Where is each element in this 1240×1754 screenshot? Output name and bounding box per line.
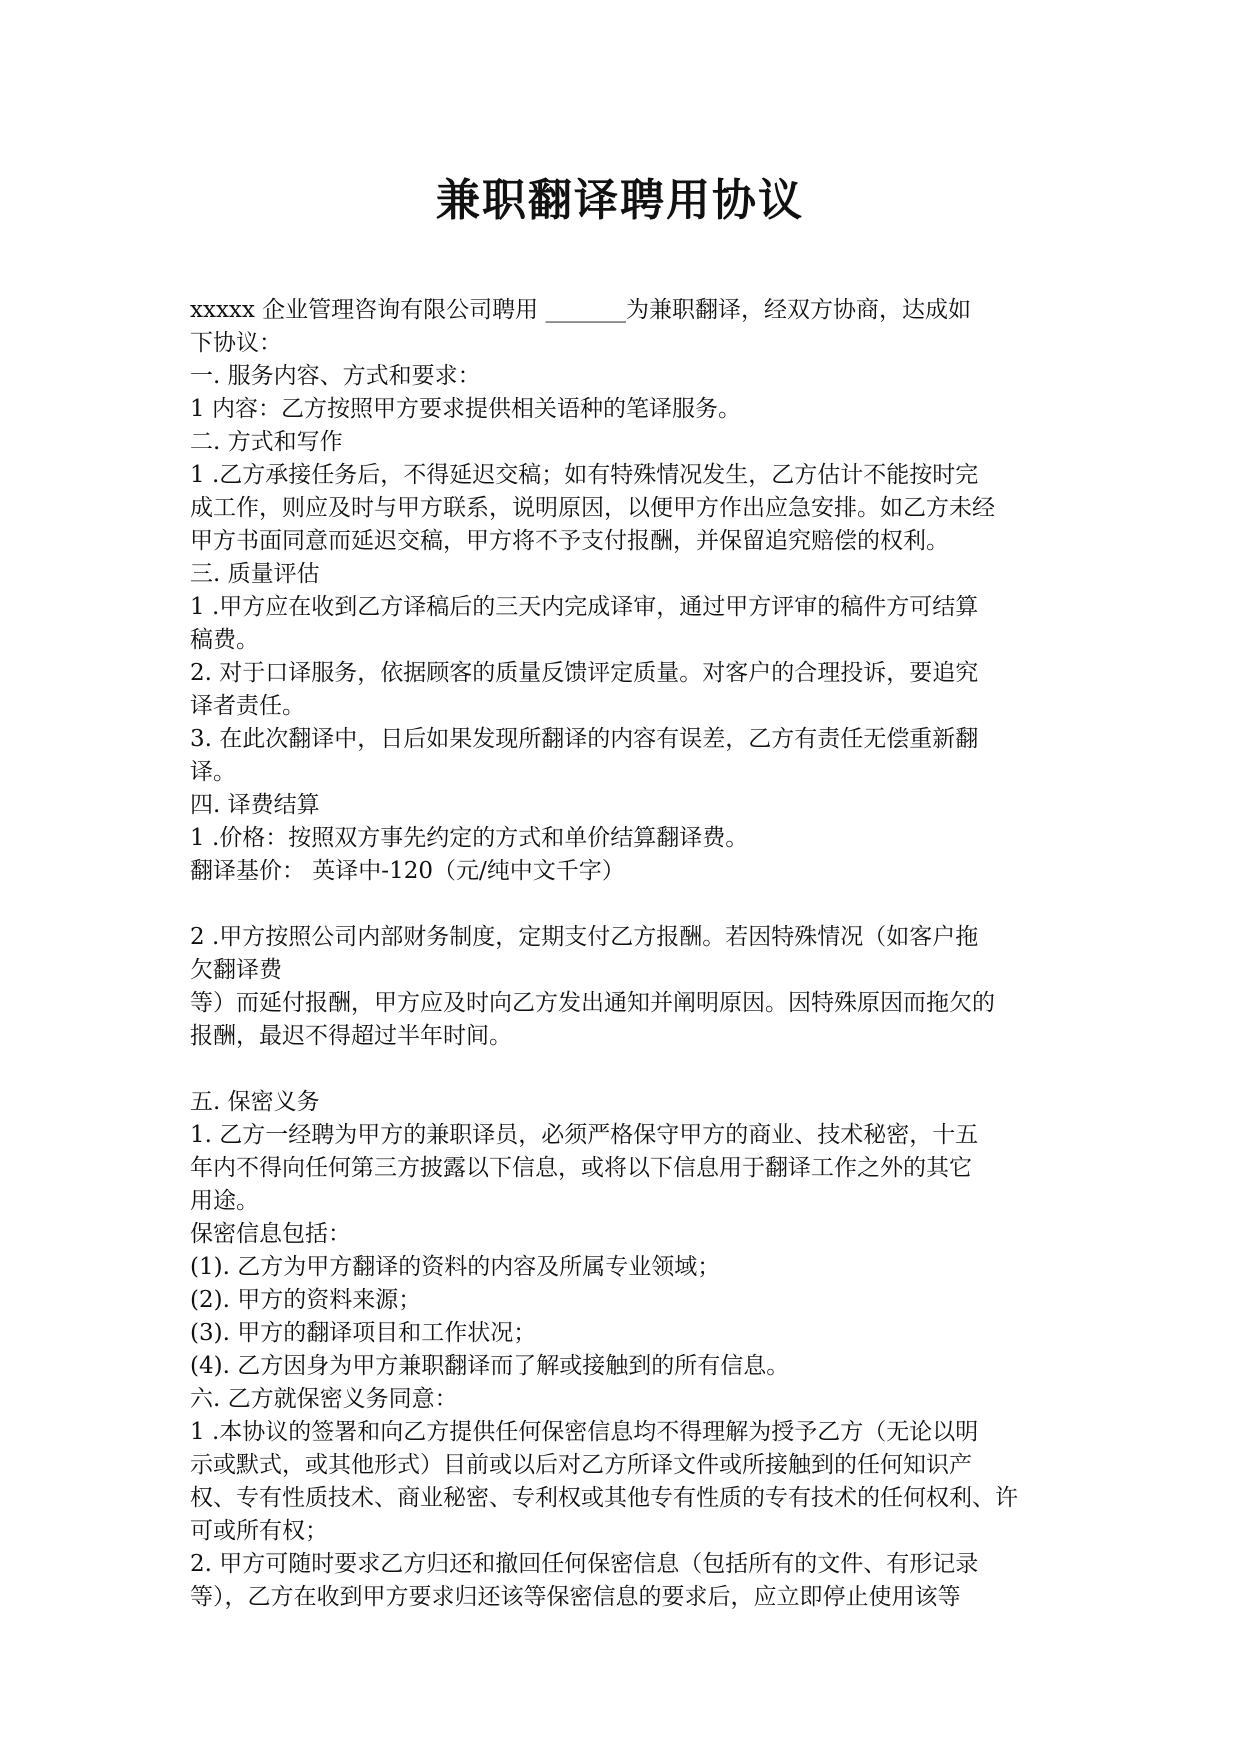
- paragraph-line: 3. 在此次翻译中，日后如果发现所翻译的内容有误差，乙方有责任无偿重新翻: [190, 726, 979, 752]
- section-heading: 一. 服务内容、方式和要求：: [190, 363, 481, 389]
- section-heading: 三. 质量评估: [190, 561, 320, 587]
- paragraph-line: 1 .甲方应在收到乙方译稿后的三天内完成译审，通过甲方评审的稿件方可结算: [190, 594, 979, 620]
- paragraph-line: 2. 甲方可随时要求乙方归还和撤回任何保密信息（包括所有的文件、有形记录: [190, 1551, 979, 1577]
- paragraph-line: 1 .价格：按照双方事先约定的方式和单价结算翻译费。: [190, 825, 749, 851]
- document-body: [190, 294, 1070, 1614]
- paragraph-line: 1 .乙方承接任务后，不得延迟交稿；如有特殊情况发生，乙方估计不能按时完: [190, 462, 979, 488]
- paragraph-line: 用途。: [190, 1188, 259, 1214]
- paragraph-line: 报酬，最迟不得超过半年时间。: [190, 1023, 512, 1049]
- paragraph-line: 稿费。: [190, 627, 259, 653]
- paragraph-line: 成工作，则应及时与甲方联系，说明原因，以便甲方作出应急安排。如乙方未经: [190, 495, 995, 521]
- blank-line: [190, 888, 1070, 921]
- paragraph-line: 译者责任。: [190, 693, 305, 719]
- paragraph-line: xxxxx 企业管理咨询有限公司聘用 _______为兼职翻译，经双方协商，达成如: [190, 297, 971, 323]
- paragraph-line: 1. 乙方一经聘为甲方的兼职译员，必须严格保守甲方的商业、技术秘密，十五: [190, 1122, 979, 1148]
- list-item: (4). 乙方因身为甲方兼职翻译而了解或接触到的所有信息。: [190, 1353, 790, 1379]
- paragraph-line: 2 .甲方按照公司内部财务制度，定期支付乙方报酬。若因特殊情况（如客户拖: [190, 924, 979, 950]
- list-item: (3). 甲方的翻译项目和工作状况；: [190, 1320, 537, 1346]
- paragraph-line: 1 .本协议的签署和向乙方提供任何保密信息均不得理解为授予乙方（无论以明: [190, 1419, 979, 1445]
- section-heading: 四. 译费结算: [190, 792, 320, 818]
- paragraph-line: 等），乙方在收到甲方要求归还该等保密信息的要求后，应立即停止使用该等: [190, 1584, 961, 1610]
- paragraph-line: 示或默式，或其他形式）目前或以后对乙方所译文件或所接触到的任何知识产: [190, 1452, 972, 1478]
- section-heading: 六. 乙方就保密义务同意：: [190, 1386, 458, 1412]
- document-title: 兼职翻译聘用协议: [436, 175, 804, 226]
- paragraph-line: 保密信息包括：: [190, 1221, 351, 1247]
- section-heading: 二. 方式和写作: [190, 429, 343, 455]
- paragraph-line: 下协议：: [190, 330, 282, 356]
- section-heading: 五. 保密义务: [190, 1089, 320, 1115]
- paragraph-line: 年内不得向任何第三方披露以下信息，或将以下信息用于翻译工作之外的其它: [190, 1155, 972, 1181]
- paragraph-line: 欠翻译费: [190, 957, 282, 983]
- list-item: (2). 甲方的资料来源；: [190, 1287, 422, 1313]
- paragraph-line: 1 内容：乙方按照甲方要求提供相关语种的笔译服务。: [190, 396, 741, 422]
- paragraph-line: 可或所有权；: [190, 1518, 328, 1544]
- paragraph-line: 甲方书面同意而延迟交稿，甲方将不予支付报酬，并保留追究赔偿的权利。: [190, 528, 949, 554]
- paragraph-line: 译。: [190, 759, 236, 785]
- blank-line: [190, 1053, 1070, 1086]
- paragraph-line: 权、专有性质技术、商业秘密、专利权或其他专有性质的专有技术的任何权利、许: [190, 1485, 1018, 1511]
- list-item: (1). 乙方为甲方翻译的资料的内容及所属专业领域；: [190, 1254, 721, 1280]
- paragraph-line: 翻译基价： 英译中-120（元/纯中文千字）: [190, 858, 625, 884]
- paragraph-line: 2. 对于口译服务，依据顾客的质量反馈评定质量。对客户的合理投诉，要追究: [190, 660, 979, 686]
- paragraph-line: 等）而延付报酬，甲方应及时向乙方发出通知并阐明原因。因特殊原因而拖欠的: [190, 990, 995, 1016]
